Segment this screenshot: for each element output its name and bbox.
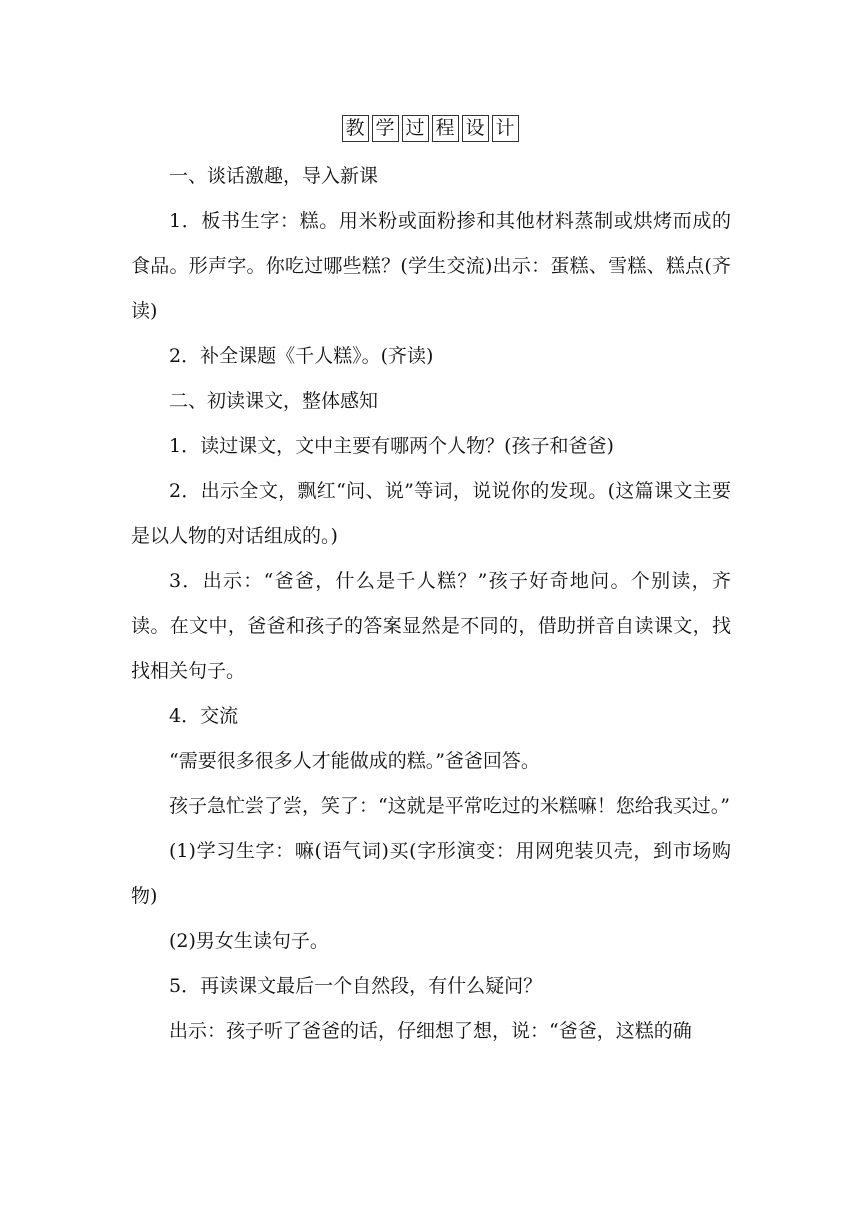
- quote-paragraph: 孩子急忙尝了尝，笑了：“这就是平常吃过的米糕嘛！您给我买过。”: [169, 795, 730, 817]
- paragraph: 2．出示全文，飘红“问、说”等词，说说你的发现。(这篇课文主要是以人物的对话组成的。): [131, 480, 731, 547]
- paragraph: 3．出示：“爸爸，什么是千人糕？”孩子好奇地问。个别读，齐读。在文中，爸爸和孩子的答案显然是不同的，借助拼音自读课文，找找相关句子。: [131, 570, 731, 682]
- section-title: [0, 115, 860, 142]
- paragraph: (2)男女生读句子。: [169, 930, 329, 952]
- title-char-box: 教: [342, 115, 369, 142]
- paragraph: 出示：孩子听了爸爸的话，仔细想了想，说：“爸爸，这糕的确: [169, 1020, 692, 1042]
- title-char-box: 设: [462, 115, 489, 142]
- heading-part-one: 一、谈话激趣，导入新课: [169, 165, 379, 187]
- title-char-box: 程: [432, 115, 459, 142]
- body-text: [131, 154, 731, 1054]
- paragraph: 5．再读课文最后一个自然段，有什么疑问？: [169, 975, 543, 997]
- heading-part-two: 二、初读课文，整体感知: [169, 390, 379, 412]
- paragraph: 4．交流: [169, 705, 239, 727]
- paragraph: (1)学习生字：嘛(语气词)买(字形演变：用网兜装贝壳，到市场购物): [131, 840, 731, 907]
- title-char-box: 过: [402, 115, 429, 142]
- title-char-box: 学: [372, 115, 399, 142]
- title-char-box: 计: [492, 115, 519, 142]
- paragraph: 1．读过课文，文中主要有哪两个人物？(孩子和爸爸): [169, 435, 614, 457]
- quote-paragraph: “需要很多很多人才能做成的糕。”爸爸回答。: [169, 750, 540, 772]
- paragraph: 1．板书生字：糕。用米粉或面粉掺和其他材料蒸制或烘烤而成的食品。形声字。你吃过哪些糕？(学生交流)出示：蛋糕、雪糕、糕点(齐读): [131, 210, 731, 322]
- paragraph: 2．补全课题《千人糕》。(齐读): [169, 345, 434, 367]
